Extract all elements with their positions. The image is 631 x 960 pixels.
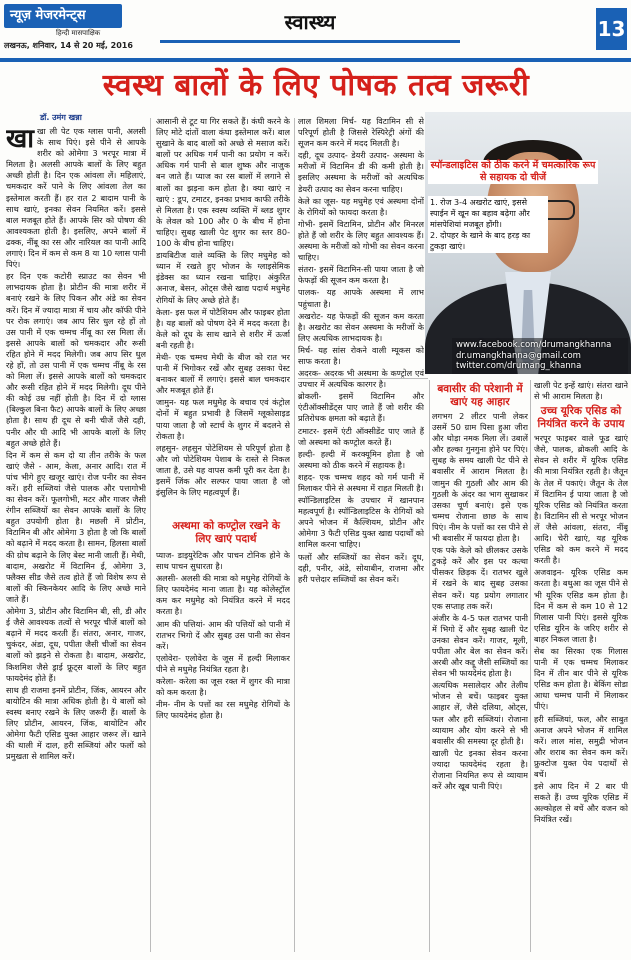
byline: डॉ. उमंग खन्ना [40,113,82,122]
column-rule [429,380,430,952]
paragraph: फलों और सब्जियों का सेवन करें। दूध, दही, पनीर, अंडे, सोयाबीन, राजमा और हरी पत्तेदार सब्जियों का सेवन करें। [298,551,424,584]
masthead-divider [0,58,631,62]
paragraph: ओमेगा 3, प्रोटीन और विटामिन बी, सी, डी और ई जैसे आवश्यक तत्वों से भरपूर चीजें बालों को बढ़ाने में मदद करती हैं। संतरा, अनार, गाजर, चुकंदर, अंडा, दूध, पपीता जैसी चीजों का सेवन बालों को झड़ने से रोकता है। बादाम, अखरोट, किशमिश जैसे ड्राई फ्रूट्स बालों के लिए बहुत फायदेमंद होते हैं। [6,606,146,683]
callout-item: 2. दोपहर के खाने के बाद हरड़ का टुकड़ा खाएं। [430,231,531,251]
paragraph [6,126,146,270]
callout-list [428,196,548,253]
paragraph: साथ ही राजमा इनमें प्रोटीन, जिंक, आयरन और बायोटिन की मात्रा अधिक होती है। ये बालों को स्वस्थ बनाए रखने के लिए जरूरी हैं। बालों के लिए प्रोटीन, आयरन, जिंक, बायोटिन और ओमेगा फैटी एसिड युक्त आहार जरूर लें। खाने की थाली में दाल, हरी सब्जियां और फलों को प्रमुखता से शामिल करें। [6,684,146,762]
paragraph: इसे आप दिन में 2 बार पी सकते हैं। उच्च यूरिक एसिड में अल्कोहल से बचें और वजन को नियंत्रित रखें। [534,781,628,825]
section-divider [298,378,428,379]
paragraph: जामुन- यह फल मधुमेह के बचाव एवं कंट्रोल दोनों में बहुत प्रभावी है जिसमें ग्लूकोसाइड पाया जाता है जो स्टार्च के शुगर में बदलने से रोकता है। [156,397,290,441]
paragraph: अत्यधिक मसालेदार और तेलीय भोजन से बचें। फाइबर युक्त आहार लें, जैसे दलिया, ओट्स, फल और हरी सब्जियां। रोजाना व्यायाम और योग करने से भी बवासीर की समस्या दूर होती है। [432,680,528,746]
paragraph: आसानी से टूट या गिर सकते हैं। कंघी करने के लिए मोटे दांतों वाला कंघा इस्तेमाल करें। बाल सुखाने के बाद बालों को अच्छे से मसाज करें। बालों पर अधिक गर्म पानी का प्रयोग न करें। अधिक गर्म पानी से बाल शुष्क और नाजुक बन जाते हैं। प्याज का रस बालों में लगाने से बालों का झड़ना कम होता है। क्या खाएं न खाएं : डूप, टमाटर, इनका प्रभाव काफी तरीके से मिलता है। एक स्वस्थ व्यक्ति में ब्लड शुगर के लेवल को 100 और 0 के बीच में होना चाहिए। सुबह खाली पेट शुगर का स्तर 80-100 के बीच होना चाहिए। [156,116,290,249]
column-rule [294,118,295,952]
paragraph: खाली पेट इनका सेवन करना ज्यादा फायदेमंद रहता है। रोजाना नियमित रूप से व्यायाम करें और खूब पानी पिएं। [432,747,528,792]
paragraph: केला- इस फल में पोटैशियम और फाइबर होता है। यह बालों को पोषण देने में मदद करता है। केले को दूध के साथ खाने से शरीर में ऊर्जा बनी रहती है। [156,306,290,350]
paragraph: अजवाइन- यूरिक एसिड कम करता है। बथुआ का जूस पीने से भी यूरिक एसिड कम होता है। दिन में कम से कम 10 से 12 गिलास पानी पिएं। इससे यूरिक एसिड यूरिन के जरिए शरीर से बाहर निकल जाता है। [534,567,628,644]
publication-logo: न्यूज़ मेजरमेन्ट्स [4,4,122,28]
paragraph: हरी सब्जियां, फल, और साबुत अनाज अपने भोजन में शामिल करें। लाल मांस, समुद्री भोजन और शराब का सेवन कम करें। फ्रुक्टोज युक्त पेय पदार्थों से बचें। [534,713,628,779]
section-title: स्वास्थ्य [284,10,336,34]
article-column-2b [156,550,290,952]
drop-cap: खा [6,126,35,154]
article-column-1 [6,126,146,952]
paragraph: मेथी- एक चम्मच मेथी के बीज को रात भर पानी में भिगोकर रखें और सुबह उसका पेस्ट बनाकर बालों में लगाएं। इससे बाल चमकदार और मजबूत होते हैं। [156,351,290,396]
callout-item: 1. रोज 3-4 अखरोट खाएं, इससे स्पाईन में खून का बहाव बढ़ेगा और मांसपेशियां मजबूत होंगी। [430,198,530,229]
paragraph: मिर्च- यह सांस रोकने वाली म्यूकस को साफ करता है। [298,344,424,366]
paragraph: अखरोट- यह फेफड़ों की सूजन कम करता है। अखरोट का सेवन अस्थमा के मरीजों के लिए अत्यधिक लाभदायक है। [298,310,424,343]
article-column-3 [298,116,424,952]
subhead-asthma: अस्थमा को कण्ट्रोल रखने के लिए खाएं पदार्थ [172,520,280,545]
column-rule [150,118,151,952]
page-number: 13 [596,8,627,50]
paragraph: लहसुन- लहसुन पोटेशियम से परिपूर्ण होता है और जो पोटेशियम पेशाब के रास्ते से निकल जाता है, उसे यह वापस कमी पूरी कर देता है। इसमें जिंक और सल्फर पाया जाता है जो इंसुलिन के लिए महत्वपूर्ण हैं। [156,442,290,498]
paragraph: अलसी- अलसी की मात्रा को मधुमेह रोगियों के लिए फायदेमंद माना जाता है। यह कोलेस्ट्रॉल कम कर मधुमेह को नियंत्रित करने में मदद करता है। [156,573,290,617]
paragraph: डायबिटीज वाले व्यक्ति के लिए मधुमेह को ध्यान में रखते हुए भोजन के ग्लाइसेमिक इंडेक्स का ध्यान रखना चाहिए। अंकुरित अनाज, बेसन, ओट्स जैसे खाद्य पदार्थ मधुमेह रोगियों के लिए अच्छे होते हैं। [156,250,290,305]
paragraph: भरपूर फाइबर वाले फूड खाएं जैसे, पालक, ब्रोकली आदि के सेवन से शरीर में यूरिक एसिड की मात्रा नियंत्रित रहती है। जैतून के तेल में पकाएं। जैतून के तेल में विटामिन ई पाया जाता है जो यूरिक एसिड को नियंत्रित करता है। विटामिन सी से भरपूर भोजन लें जैसे आंवला, संतरा, नींबू आदि। चेरी खाएं, यह यूरिक एसिड को कम करने में मदद करती है। [534,433,628,566]
paragraph: सेब का सिरका एक गिलास पानी में एक चम्मच मिलाकर दिन में तीन बार पीने से यूरिक एसिड कम होता है। बेकिंग सोडा आधा चम्मच पानी में मिलाकर पीएं। [534,645,628,712]
paragraph: ब्रोकली- इसमें विटामिन और एंटीऑक्सीडेंट्स पाए जाते हैं जो शरीर की प्रतिरोधक क्षमता को बढ़ाते हैं। [298,391,424,424]
paragraph: आम की पत्तियां- आम की पत्तियों को पानी में रातभर भिगो दें और सुबह उस पानी का सेवन करें। [156,618,290,651]
paragraph: खाली पेट इन्हें खाएं। संतरा खाने से भी आराम मिलता है। [534,380,628,402]
paragraph: शहद- एक चम्मच शहद को गर्म पानी में मिलाकर पीने से अस्थमा में राहत मिलती है। [298,471,424,493]
paragraph: टमाटर- इसमें एंटी ऑक्सीडेंट पाए जाते हैं जो अस्थमा को कण्ट्रोल करते हैं। [298,425,424,447]
paragraph: हल्दी- हल्दी में करक्यूमिन होता है जो अस्थमा को ठीक करने में सहायक है। [298,448,424,470]
paragraph: नीम- नीम के पत्तों का रस मधुमेह रोगियों के लिए फायदेमंद होता है। [156,699,290,721]
paragraph: करेला- करेला का जूस रक्त में शुगर की मात्रा को कम करता है। [156,676,290,698]
article-column-4 [432,380,528,952]
paragraph: केले का जूस- यह मधुमेह एवं अस्थमा दोनों के रोगियों को फायदा करता है। [298,195,424,217]
social-links [452,338,628,374]
paragraph: दिन में कम से कम दो या तीन तरीके के फल खाएं जैसे - आम, केला, अनार आदि। रात में पांच भीगे हुए खजूर खाएं। रोज पनीर का सेवन करें। हरी सब्जियां जैसे पालक और पत्तागोभी का सेवन करें। फूलगोभी, मटर और गाजर जैसी रंगीन सब्जियों का सेवन आपके बालों के लिए बहुत उपयोगी होता है। मछली में प्रोटीन, विटामिन बी और ओमेगा 3 होता है जो कि बालों को बढ़ाने में मदद करता है। सामन, हिलसा बालों की ग्रोथ बढ़ाने के लिए बेस्ट मानी जाती हैं। मेथी, बादाम, अखरोट में विटामिन ई, ओमेगा 3, फ्लैक्स सीड जैसे तत्व होते हैं जो विशेष रूप से बालों की स्किनकेयर आदि के लिए अच्छे माने जाते हैं। [6,449,146,604]
section-rule [160,40,460,43]
paragraph: पालक- यह आपके अस्थमा में लाभ पहुंचाता है। [298,287,424,309]
paragraph: लगभग 2 लीटर पानी लेकर उसमें 50 ग्राम पिसा हुआ जीरा और थोड़ा नमक मिला लें। उबालें और हल्का गुनगुना होने पर पिएं। सुबह के समय खाली पेट पीने से बवासीर में आराम मिलता है। जामुन की गुठली और आम की गुठली के अंदर का भाग सुखाकर उसका चूर्ण बनाएं। इसे एक चम्मच रोजाना छाछ के साथ पिएं। नीम के पत्तों का रस पीने से भी बवासीर में फायदा होता है। [432,411,528,544]
paragraph: प्याज- डाइयुरेटिक और पाचन टोनिक होने के साथ पाचन सुधारता है। [156,550,290,572]
headline: स्वस्थ बालों के लिए पोषक तत्व जरूरी [102,68,530,103]
email-link[interactable]: dr.umangkhanna@gmail.com [456,350,581,361]
twitter-link[interactable]: twitter.com/drumang_khanna [456,361,582,371]
paragraph: लाल शिमला मिर्च- यह विटामिन सी से परिपूर्ण होती है जिससे रेस्पिरेट्री अंगों की सूजन कम करने में मदद मिलती है। [298,116,424,149]
paragraph: एक पके केले को छीलकर उसके टुकड़े करें और इस पर कत्था पीसकर छिड़क दें। रातभर खुले में रखने के बाद सुबह उसका सेवन करें। यह प्रयोग लगातार एक सप्ताह तक करें। [432,545,528,611]
masthead [0,0,631,62]
subhead-uric-acid: उच्च यूरिक एसिड को नियंत्रित करने के उपाय [537,405,625,431]
paragraph-text: खा ली पेट एक ग्लास पानी, अलसी के साथ पिएं। इसे पीने से आपके शरीर को ओमेगा 3 भरपूर मात्रा में मिलता है। अलसी आपके बालों के लिए बहुत अच्छी होती है। दिन एक आंवला लें। महिलाएं, चमकदार करें पाने के लिए आंवला तेल का इस्तेमाल करती हैं। हर रात 2 बादाम पानी के साथ खाएं, इनका सेवन नियमित करें। इससे बाल मजबूत होते हैं। आपके सिर को पोषण की आवश्यकता होती है। इसलिए, अपने बालों में ढक्क, नींबू का रस और नारियल का पानी आदि लगाएं। दिन में कम से कम 8 या 10 ग्लास पानी पिएं। [6,126,146,270]
dateline: लखनऊ, शनिवार, 14 से 20 मई, 2016 [4,41,133,50]
paragraph: अदरक- अदरक भी अस्थमा के कण्ट्रोल एवं उपचार में अत्यधिक कारगर है। [298,368,424,390]
article-column-2 [156,116,290,518]
paragraph: एलोवेरा- एलोवेरा के जूस में हल्दी मिलाकर पीने से मधुमेह नियंत्रित रहता है। [156,652,290,674]
facebook-link[interactable]: www.facebook.com/drumangkhanna [456,340,612,350]
article-column-5 [534,380,628,952]
paragraph: गोभी- इसमें विटामिन, प्रोटीन और मिनरल होते हैं जो शरीर के लिए बहुत आवश्यक हैं। अस्थमा के मरीजों को गोभी का सेवन करना चाहिए। [298,218,424,263]
subhead-bavasir: बवासीर की परेशानी में खाएं यह आहार [437,383,523,408]
paragraph: स्पॉन्डिलाइटिस के उपचार में खानपान महत्वपूर्ण है। स्पॉन्डिलाइटिस के रोगियों को अपने भोजन में कैल्शियम, प्रोटीन और ओमेगा 3 फैटी एसिड युक्त खाद्य पदार्थों को शामिल करना चाहिए। [298,495,424,550]
column-rule [530,380,531,952]
paragraph: संतरा- इसमें विटामिन-सी पाया जाता है जो फेफड़ों की सूजन कम करता है। [298,264,424,286]
paragraph: हर दिन एक कटोरी स्प्राउट का सेवन भी लाभदायक होता है। प्रोटीन की मात्रा शरीर में बनाएं रखने के लिए पिकन और अंडे का सेवन करें। दिन में ज्यादा मात्रा में चाय और कॉफी पीने पर रोक लगाएं। जब आप सिर धुल रहे हों तो उस पानी में एक चम्मच नींबू का रस मिला लें। इससे आपके बालों को चमकदार और रूसी रहित होने में मदद मिलेगी। जब आप सिर धुल रहे हों, तो उस पानी में एक चम्मच नींबू के रस को मिला लें। इससे आपके बालों को चमकदार और रूसी रहित होने में मदद मिलेगी। दूध पीने की कोई उम्र नहीं होती है। दिन में दो ग्लास (बिल्कुल बिना फैट) आपके बालों के लिए अच्छा होता है। साथ ही दूध से बनी चीजें जैसे दही, पनीर और घी आदि भी आपके बालों के लिए बहुत अच्छे होते हैं। [6,271,146,448]
publication-tagline: हिन्दी मासपाक्षिक [56,29,101,37]
callout-title: स्पॉन्डलाइटिस को ठीक करने में चमत्कारिक रूप से सहायक दो चीजें [428,160,598,184]
paragraph: अंजीर के 4-5 फल रातभर पानी में भिगो दें और सुबह खाली पेट उनका सेवन करें। गाजर, मूली, पपीता और बेल का सेवन करें। अरबी और कद्दू जैसी सब्जियों का सेवन भी फायदेमंद होता है। [432,612,528,679]
paragraph: दही, दूध उत्पाद- डेयरी उत्पाद- अस्थमा के मरीजों में विटामिन डी की कमी होती है। इसलिए अस्थमा के मरीजों को अत्यधिक डेयरी उत्पाद का सेवन करना चाहिए। [298,150,424,194]
